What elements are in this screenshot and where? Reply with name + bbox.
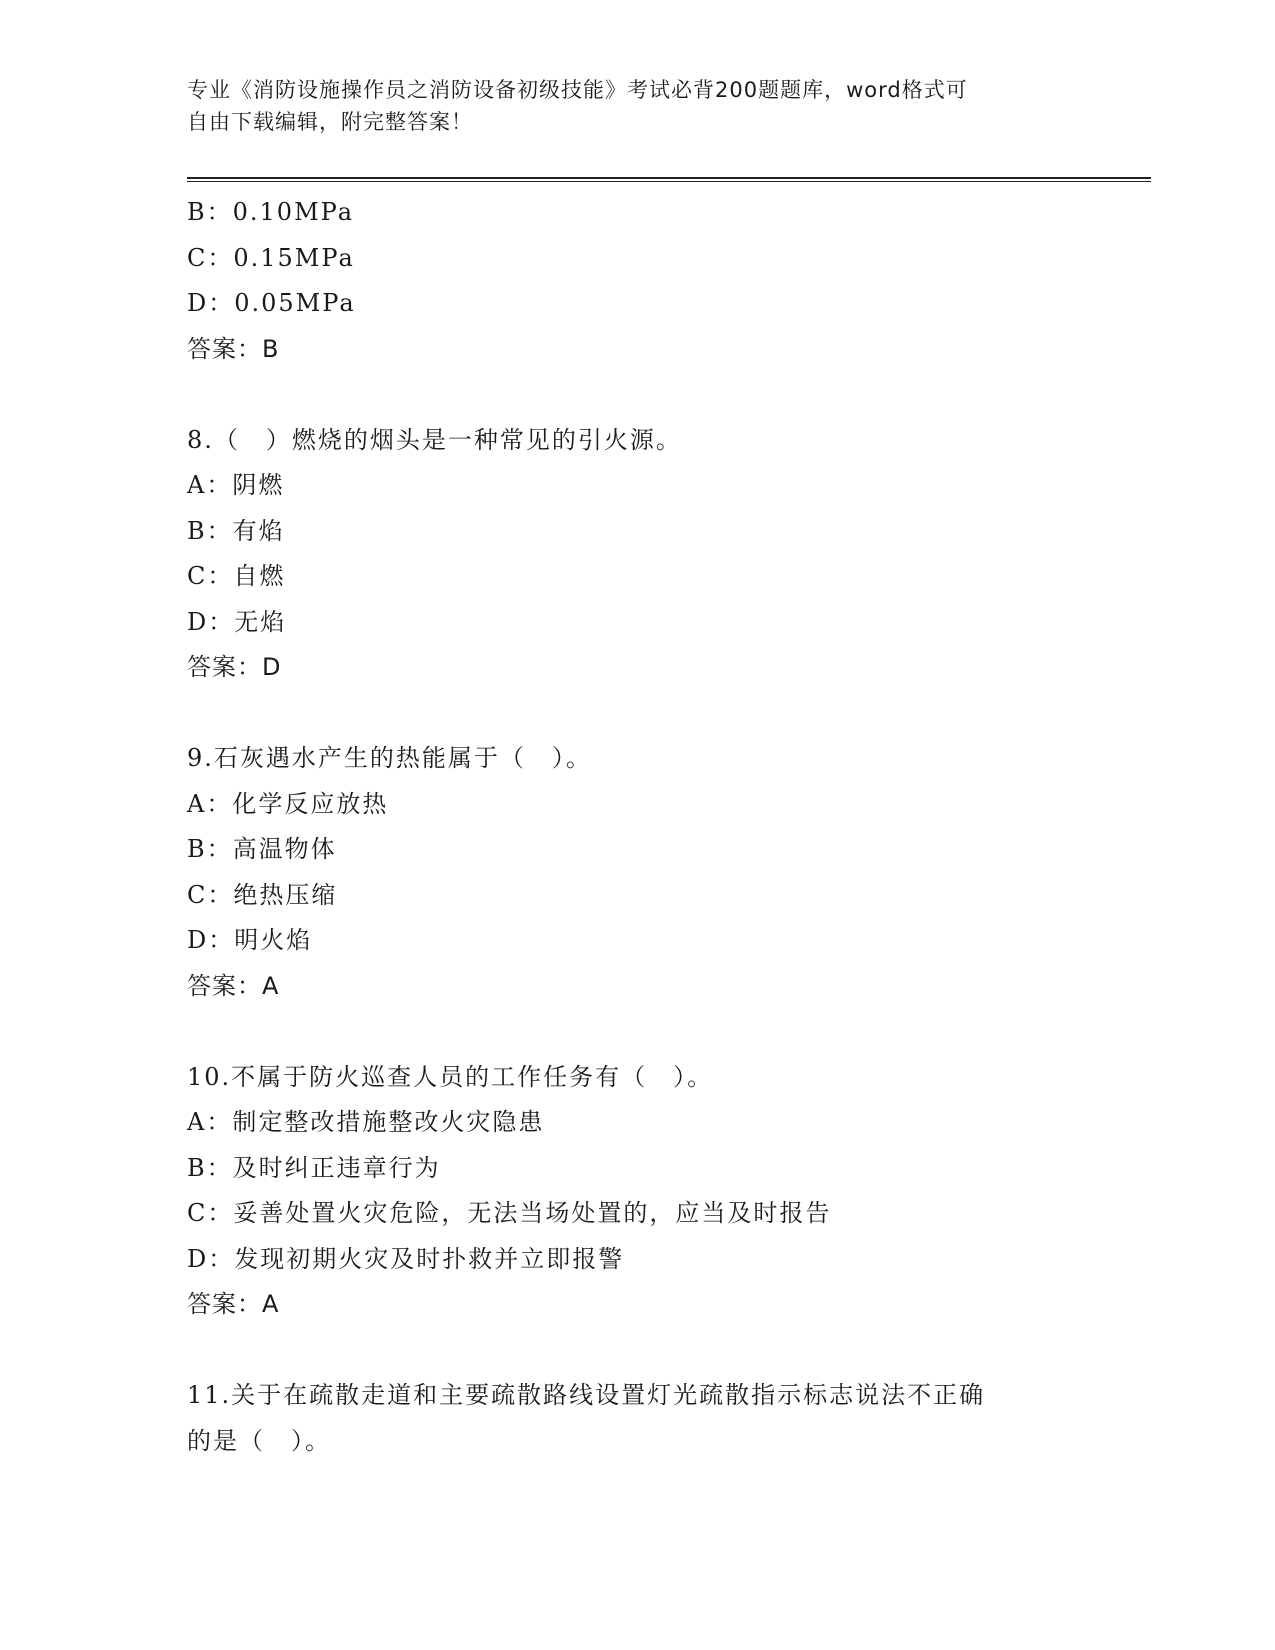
question-list <box>187 190 1087 1464</box>
question-7-tail <box>187 190 1087 372</box>
question-9 <box>187 736 1087 1009</box>
document-header <box>187 74 1067 138</box>
option-d: D：发现初期火灾及时扑救并立即报警 <box>187 1244 625 1273</box>
option-c: C：自燃 <box>187 562 286 590</box>
option-b: B：及时纠正违章行为 <box>187 1153 441 1182</box>
option-a: A：制定整改措施整改火灾隐患 <box>187 1108 545 1136</box>
option-d: D：0.05MPa <box>187 289 356 317</box>
question-stem-line-1: 11.关于在疏散走道和主要疏散路线设置灯光疏散指示标志说法不正确 <box>187 1381 986 1409</box>
question-stem: 8.（ ）燃烧的烟头是一种常见的引火源。 <box>187 425 682 454</box>
question-11 <box>187 1373 1087 1464</box>
option-a: A：化学反应放热 <box>187 789 389 818</box>
header-line-2: 自由下载编辑，附完整答案！ <box>187 110 473 134</box>
option-d: D：明火焰 <box>187 926 313 954</box>
answer-line: 答案：B <box>187 334 280 363</box>
spacer <box>187 1328 1087 1374</box>
spacer <box>187 691 1087 737</box>
question-stem-line-2: 的是（ ）。 <box>187 1426 331 1455</box>
option-c: C：0.15MPa <box>187 243 355 272</box>
option-a: A：阴燃 <box>187 471 285 499</box>
spacer <box>187 1009 1087 1055</box>
option-b: B：有焰 <box>187 516 285 545</box>
option-c: C：妥善处置火灾危险，无法当场处置的，应当及时报告 <box>187 1199 832 1227</box>
header-line-1: 专业《消防设施操作员之消防设备初级技能》考试必背200题题库，word格式可 <box>187 78 968 102</box>
question-10 <box>187 1055 1087 1328</box>
answer-line: 答案：A <box>187 971 280 1000</box>
question-stem: 10.不属于防火巡查人员的工作任务有（ ）。 <box>187 1062 714 1091</box>
option-d: D：无焰 <box>187 607 287 636</box>
option-b: B：0.10MPa <box>187 198 355 226</box>
answer-line: 答案：A <box>187 1290 280 1318</box>
header-divider <box>187 177 1151 182</box>
question-stem: 9.石灰遇水产生的热能属于（ ）。 <box>187 744 592 772</box>
option-c: C：绝热压缩 <box>187 880 338 909</box>
answer-line: 答案：D <box>187 653 282 681</box>
question-8 <box>187 418 1087 691</box>
option-b: B：高温物体 <box>187 835 337 863</box>
spacer <box>187 372 1087 418</box>
